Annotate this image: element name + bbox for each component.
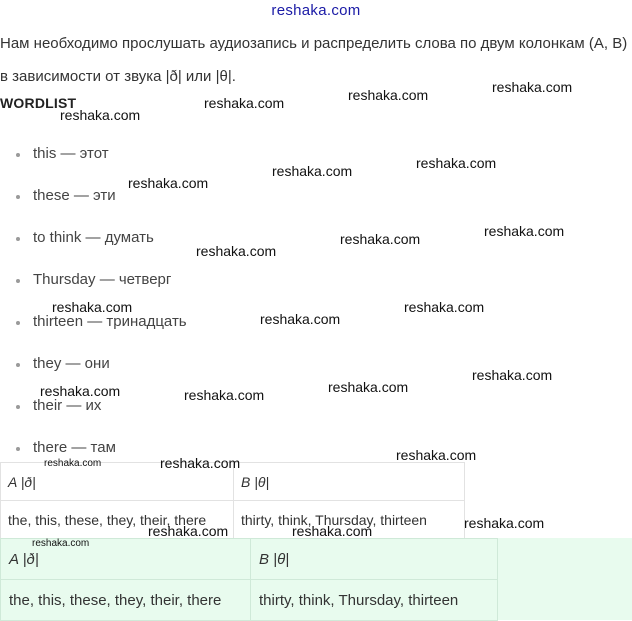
watermark: reshaka.com	[292, 523, 373, 539]
watermark: reshaka.com	[260, 311, 341, 327]
column-a-header: A |ð|	[1, 463, 234, 501]
watermark: reshaka.com	[348, 87, 429, 103]
task-description: Нам необходимо прослушать аудиозапись и распределить слова по двум колонкам (A, B) в зависимости от звука |ð| или |θ|.	[0, 35, 628, 85]
column-b-cell: thirty, think, Thursday, thirteen	[251, 580, 498, 621]
watermark: reshaka.com	[44, 458, 102, 469]
watermark: reshaka.com	[396, 447, 477, 463]
wordlist-heading: WORDLIST	[0, 95, 77, 111]
site-title[interactable]: reshaka.com	[271, 2, 361, 19]
column-b-cell: thirty, think, Thursday, thirteen	[234, 501, 465, 539]
watermark: reshaka.com	[196, 243, 277, 259]
watermark: reshaka.com	[40, 383, 121, 399]
watermark: reshaka.com	[60, 107, 141, 123]
watermark: reshaka.com	[404, 299, 485, 315]
list-item: there — там	[0, 434, 187, 476]
answer-table-2	[0, 538, 498, 621]
watermark: reshaka.com	[148, 523, 229, 539]
watermark: reshaka.com	[128, 175, 209, 191]
table-row	[1, 501, 465, 539]
list-item: thirteen — тринадцать	[0, 308, 187, 350]
table-row	[1, 580, 498, 621]
watermark: reshaka.com	[52, 299, 133, 315]
watermark: reshaka.com	[204, 95, 285, 111]
column-b-header: B |θ|	[251, 539, 498, 580]
watermark: reshaka.com	[32, 538, 90, 549]
watermark: reshaka.com	[184, 387, 265, 403]
watermark: reshaka.com	[484, 223, 565, 239]
column-a-header: A |ð|	[1, 539, 251, 580]
watermark: reshaka.com	[340, 231, 421, 247]
list-item: this — этот	[0, 140, 187, 182]
watermark: reshaka.com	[160, 455, 241, 471]
watermark: reshaka.com	[416, 155, 497, 171]
watermark: reshaka.com	[272, 163, 353, 179]
list-item: their — их	[0, 392, 187, 434]
list-item: they — они	[0, 350, 187, 392]
answer-table-1	[0, 462, 465, 539]
column-a-cell: the, this, these, they, their, there	[1, 501, 234, 539]
watermark: reshaka.com	[464, 515, 545, 531]
list-item: to think — думать	[0, 224, 187, 266]
watermark: reshaka.com	[328, 379, 409, 395]
column-b-header: B |θ|	[234, 463, 465, 501]
watermark: reshaka.com	[472, 367, 553, 383]
list-item: these — эти	[0, 182, 187, 224]
list-item: Thursday — четверг	[0, 266, 187, 308]
column-a-cell: the, this, these, they, their, there	[1, 580, 251, 621]
watermark: reshaka.com	[492, 79, 573, 95]
highlighted-answer-block	[0, 538, 632, 620]
